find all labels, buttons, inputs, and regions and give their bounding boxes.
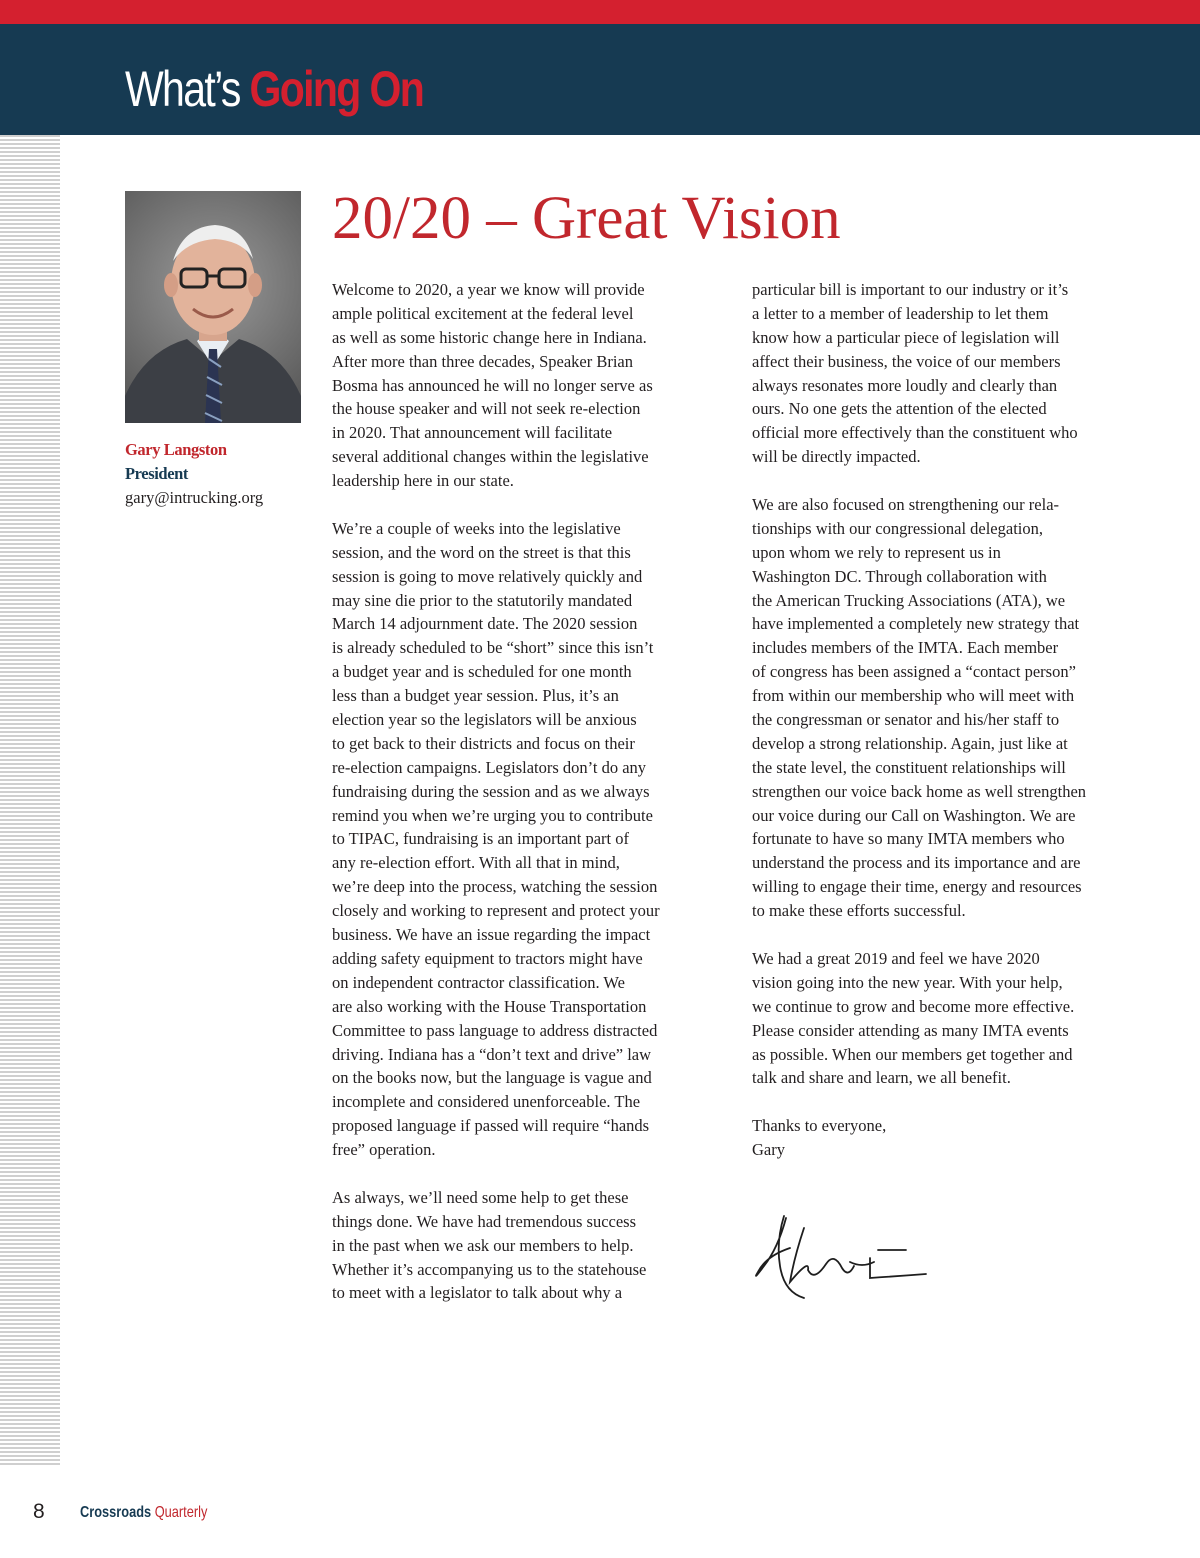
body-text-line: as possible. When our members get together and bbox=[752, 1044, 1073, 1064]
body-text-line: particular bill is important to our industry or it’s bbox=[752, 280, 1069, 299]
article-column-1 bbox=[332, 278, 727, 1305]
body-text-line: official more effectively than the constituent who bbox=[752, 423, 1078, 443]
body-text-line: Committee to pass language to address distracted bbox=[332, 1020, 658, 1040]
body-text-line: ours. No one gets the attention of the elected bbox=[752, 399, 1047, 419]
body-text-line: Whether it’s accompanying us to the statehouse bbox=[332, 1259, 647, 1279]
section-title bbox=[125, 60, 423, 118]
body-text-line: will be directly impacted. bbox=[752, 447, 921, 467]
body-text-line: several additional changes within the legislative bbox=[332, 447, 649, 467]
article-headline: 20/20 – Great Vision bbox=[332, 185, 841, 252]
article-column-2 bbox=[752, 278, 1147, 1162]
body-text-line: know how a particular piece of legislation will bbox=[752, 327, 1060, 347]
body-text-line: remind you when we’re urging you to contribute bbox=[332, 805, 653, 825]
body-text-line: to get back to their districts and focus on their bbox=[332, 733, 635, 753]
body-text-line: closely and working to represent and protect your bbox=[332, 901, 660, 921]
body-text-line: any re-election effort. With all that in mind, bbox=[332, 853, 620, 873]
body-text-line: on the books now, but the language is vague and bbox=[332, 1068, 652, 1088]
paragraph-gap bbox=[332, 1162, 727, 1186]
body-text-line: less than a budget year session. Plus, it’s an bbox=[332, 686, 619, 706]
body-text-line: ample political excitement at the federal level bbox=[332, 303, 634, 323]
decorative-stripe-bar bbox=[0, 135, 60, 1466]
section-title-light: What’s bbox=[125, 61, 240, 117]
body-text-line: Thanks to everyone, bbox=[752, 1116, 887, 1136]
body-text-line: Please consider attending as many IMTA events bbox=[752, 1020, 1069, 1040]
body-text-line: incomplete and considered unenforceable. The bbox=[332, 1092, 641, 1112]
author-email: gary@intrucking.org bbox=[125, 488, 264, 507]
body-text-line: are also working with the House Transportation bbox=[332, 996, 647, 1016]
body-text-line: a budget year and is scheduled for one month bbox=[332, 662, 632, 682]
body-text-line: of congress has been assigned a “contact person” bbox=[752, 662, 1076, 682]
body-text-line: is already scheduled to be “short” since this isn’t bbox=[332, 638, 654, 658]
body-text-line: We are also focused on strengthening our rela- bbox=[752, 495, 1060, 515]
author-name: Gary Langston bbox=[125, 440, 227, 459]
body-text-line: Washington DC. Through collaboration with bbox=[752, 566, 1047, 586]
paragraph-gap bbox=[332, 493, 727, 517]
body-text-line: our voice during our Call on Washington. We are bbox=[752, 805, 1076, 825]
body-text-line: always resonates more loudly and clearly than bbox=[752, 375, 1058, 395]
body-text-line: March 14 adjournment date. The 2020 session bbox=[332, 614, 638, 634]
body-text-line: Bosma has announced he will no longer serve as bbox=[332, 375, 653, 395]
section-title-accent: Going On bbox=[249, 61, 424, 117]
body-text-line: on independent contractor classification. We bbox=[332, 972, 625, 992]
body-text-line: We had a great 2019 and feel we have 2020 bbox=[752, 948, 1040, 968]
body-text-line: things done. We have had tremendous success bbox=[332, 1211, 637, 1231]
body-text-line: to meet with a legislator to talk about why a bbox=[332, 1283, 623, 1303]
publication-name bbox=[80, 1504, 207, 1522]
body-text-line: may sine die prior to the statutorily mandated bbox=[332, 590, 633, 610]
body-text-line: the house speaker and will not seek re-election bbox=[332, 399, 641, 419]
body-text-line: the American Trucking Associations (ATA), we bbox=[752, 590, 1066, 610]
body-text-line: adding safety equipment to tractors might have bbox=[332, 948, 643, 968]
body-text-line: a letter to a member of leadership to let them bbox=[752, 303, 1049, 323]
body-text-line: Gary bbox=[752, 1140, 785, 1160]
author-portrait bbox=[125, 191, 301, 423]
body-text-line: vision going into the new year. With your help, bbox=[752, 972, 1063, 992]
body-text-line: We’re a couple of weeks into the legislative bbox=[332, 518, 621, 538]
body-text-line: driving. Indiana has a “don’t text and drive” law bbox=[332, 1044, 652, 1064]
body-text-line: proposed language if passed will require “hands bbox=[332, 1116, 650, 1136]
body-text-line: fundraising during the session and as we always bbox=[332, 781, 650, 801]
body-text-line: includes members of the IMTA. Each member bbox=[752, 638, 1059, 658]
page-number: 8 bbox=[33, 1500, 45, 1523]
body-text-line: talk and share and learn, we all benefit. bbox=[752, 1068, 1011, 1088]
publication-suffix: Quarterly bbox=[154, 1504, 208, 1521]
body-text-line: as well as some historic change here in Indiana. bbox=[332, 327, 647, 347]
body-text-line: have implemented a completely new strategy that bbox=[752, 614, 1080, 634]
body-text-line: willing to engage their time, energy and resources bbox=[752, 877, 1082, 897]
body-text-line: strengthen our voice back home as well strengthen bbox=[752, 781, 1087, 801]
author-byline bbox=[125, 438, 305, 510]
body-text-line: leadership here in our state. bbox=[332, 471, 514, 491]
body-text-line: we continue to grow and become more effective. bbox=[752, 996, 1075, 1016]
body-text-line: to make these efforts successful. bbox=[752, 901, 966, 921]
signature-icon bbox=[750, 1208, 930, 1304]
body-text-line: the congressman or senator and his/her staff to bbox=[752, 710, 1060, 730]
author-role: President bbox=[125, 464, 189, 483]
body-text-line: fortunate to have so many IMTA members who bbox=[752, 829, 1065, 849]
body-text-line: in 2020. That announcement will facilitate bbox=[332, 423, 613, 443]
body-text-line: After more than three decades, Speaker Brian bbox=[332, 351, 633, 371]
body-text-line: understand the process and its importance and are bbox=[752, 853, 1081, 873]
body-text-line: session, and the word on the street is that this bbox=[332, 542, 631, 562]
body-text-line: from within our membership who will meet with bbox=[752, 686, 1075, 706]
top-accent-bar bbox=[0, 0, 1200, 24]
body-text-line: free” operation. bbox=[332, 1140, 436, 1160]
body-text-line: As always, we’ll need some help to get these bbox=[332, 1187, 629, 1207]
body-text-line: the state level, the constituent relationships will bbox=[752, 757, 1066, 777]
body-text-line: we’re deep into the process, watching the session bbox=[332, 877, 658, 897]
body-text-line: in the past when we ask our members to help. bbox=[332, 1235, 634, 1255]
body-text-line: affect their business, the voice of our members bbox=[752, 351, 1061, 371]
paragraph-gap bbox=[752, 1090, 1147, 1114]
publication-brand: Crossroads bbox=[80, 1504, 152, 1521]
body-text-line: re-election campaigns. Legislators don’t do any bbox=[332, 757, 647, 777]
body-text-line: Welcome to 2020, a year we know will provide bbox=[332, 280, 645, 299]
body-text-line: election year so the legislators will be anxious bbox=[332, 710, 637, 730]
body-text-line: tionships with our congressional delegation, bbox=[752, 518, 1043, 538]
body-text-line: session is going to move relatively quickly and bbox=[332, 566, 643, 586]
paragraph-gap bbox=[752, 923, 1147, 947]
body-text-line: develop a strong relationship. Again, just like at bbox=[752, 733, 1068, 753]
body-text-line: to TIPAC, fundraising is an important part of bbox=[332, 829, 629, 849]
body-text-line: upon whom we rely to represent us in bbox=[752, 542, 1001, 562]
paragraph-gap bbox=[752, 469, 1147, 493]
body-text-line: business. We have an issue regarding the impact bbox=[332, 925, 651, 945]
